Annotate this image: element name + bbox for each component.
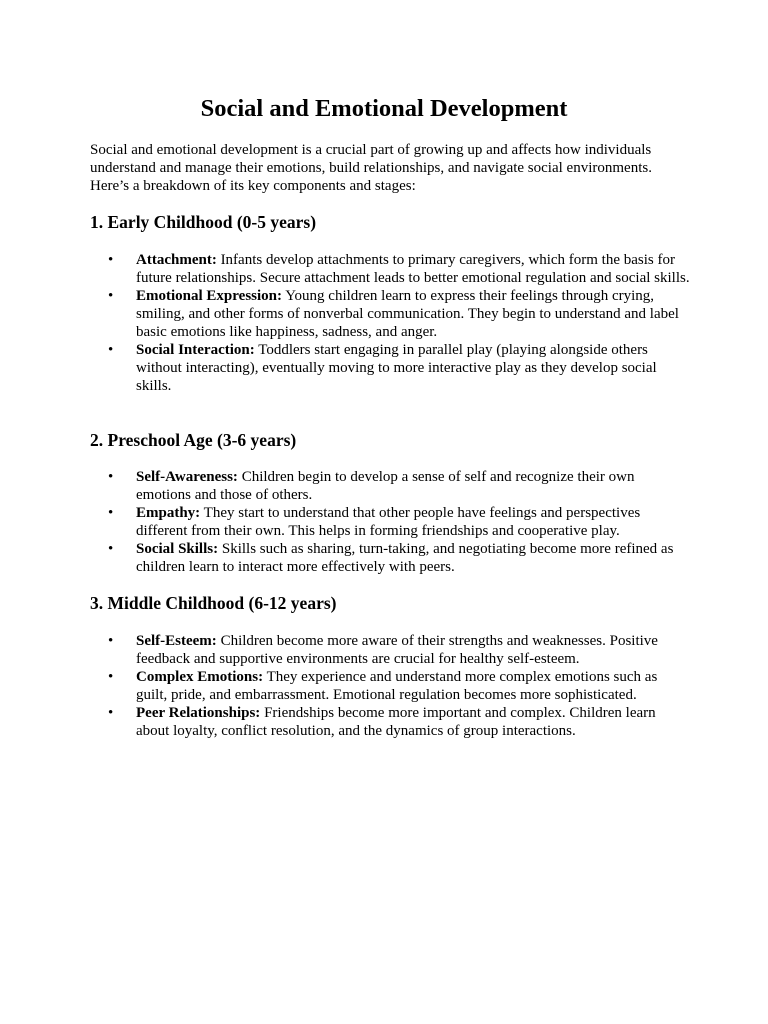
item-text: Young children learn to express their feelings through crying, smiling, and other forms of nonverbal communication. They begin to understand and label basic emotions like happiness, sadness, and anger. — [136, 288, 679, 340]
intro-paragraph: Social and emotional development is a crucial part of growing up and affects how individuals understand and manage their emotions, build relationships, and navigate social environments. Here’s a breakdown of its key components and stages: — [90, 142, 652, 194]
bullet-icon: • — [108, 342, 114, 358]
item-term: Social Interaction: — [136, 342, 255, 358]
item-term: Social Skills: — [136, 541, 219, 557]
item-text: They start to understand that other people have feelings and perspectives different from their own. This helps in forming friendships and cooperative play. — [136, 505, 641, 539]
section-heading-preschool-age: 2. Preschool Age (3-6 years) — [90, 430, 297, 450]
list-item — [108, 251, 690, 287]
list-item — [108, 341, 690, 395]
item-term: Emotional Expression: — [136, 288, 282, 304]
bullet-list-middle-childhood — [108, 632, 690, 740]
bullet-icon: • — [108, 469, 114, 485]
bullet-icon: • — [108, 633, 114, 649]
list-item — [108, 504, 690, 540]
item-term: Attachment: — [136, 252, 217, 268]
item-text: Children begin to develop a sense of self and recognize their own emotions and those of others. — [136, 469, 635, 503]
item-term: Complex Emotions: — [136, 669, 264, 685]
item-text: Toddlers start engaging in parallel play (playing alongside others without interacting), eventually moving to more interactive play as they develop social skills. — [136, 342, 657, 394]
bullet-icon: • — [108, 252, 114, 268]
list-item — [108, 468, 690, 504]
list-item — [108, 704, 690, 740]
bullet-icon: • — [108, 505, 114, 521]
list-item — [108, 632, 690, 668]
bullet-list-preschool-age — [108, 468, 690, 576]
item-text: Friendships become more important and complex. Children learn about loyalty, conflict resolution, and the dynamics of group interactions. — [136, 705, 656, 739]
bullet-icon: • — [108, 288, 114, 304]
page-title: Social and Emotional Development — [200, 95, 568, 122]
section-heading-early-childhood: 1. Early Childhood (0-5 years) — [90, 212, 317, 232]
item-text: They experience and understand more complex emotions such as guilt, pride, and embarrassment. Emotional regulation becomes more sophisticated. — [136, 669, 658, 703]
list-item — [108, 287, 690, 341]
item-term: Self-Awareness: — [136, 469, 238, 485]
bullet-icon: • — [108, 705, 114, 721]
item-text: Skills such as sharing, turn-taking, and negotiating become more refined as children learn to interact more effectively with peers. — [136, 541, 674, 575]
item-term: Peer Relationships: — [136, 705, 261, 721]
bullet-list-early-childhood — [108, 251, 690, 395]
section-heading-middle-childhood: 3. Middle Childhood (6-12 years) — [90, 593, 337, 613]
item-term: Empathy: — [136, 505, 201, 521]
list-item — [108, 668, 690, 704]
item-term: Self-Esteem: — [136, 633, 217, 649]
bullet-icon: • — [108, 669, 114, 685]
bullet-icon: • — [108, 541, 114, 557]
item-text: Children become more aware of their strengths and weaknesses. Positive feedback and supportive environments are crucial for healthy self-esteem. — [136, 633, 658, 667]
list-item — [108, 540, 690, 576]
item-text: Infants develop attachments to primary caregivers, which form the basis for future relationships. Secure attachment leads to better emotional regulation and social skills. — [136, 252, 690, 286]
